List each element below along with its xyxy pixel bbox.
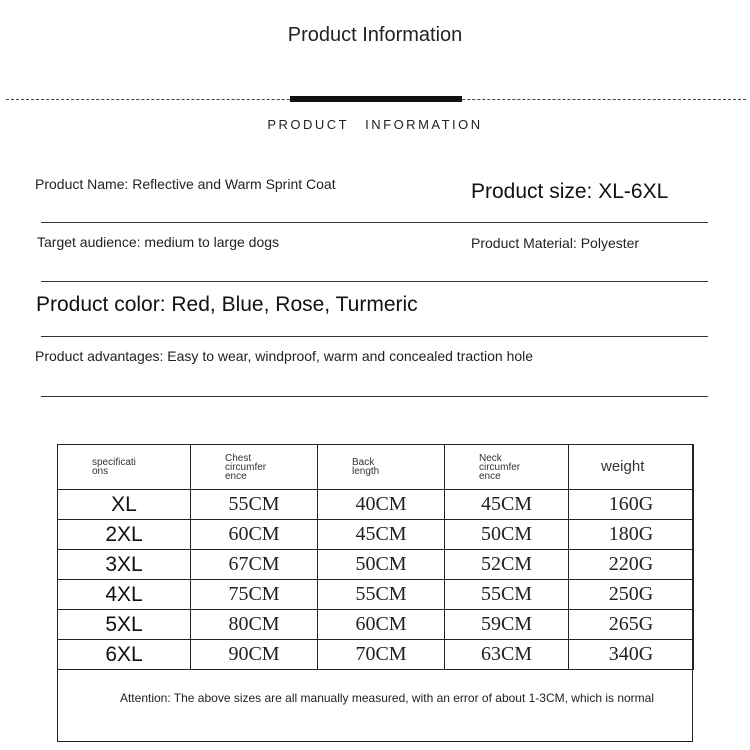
header-back-length: Back length — [318, 445, 445, 490]
table-row — [58, 580, 694, 610]
cell-neck: 55CM — [445, 580, 569, 610]
cell-size: 4XL — [58, 580, 191, 610]
table-row — [58, 640, 694, 670]
subtitle-word-1: PRODUCT — [267, 117, 350, 132]
measurement-note: Attention: The above sizes are all manually measured, with an error of about 1-3CM, which is normal — [119, 691, 655, 705]
cell-size: 3XL — [58, 550, 191, 580]
cell-neck: 45CM — [445, 490, 569, 520]
cell-weight: 160G — [569, 490, 694, 520]
table-row — [58, 610, 694, 640]
cell-back: 60CM — [318, 610, 445, 640]
product-material: Product Material: Polyester — [471, 235, 640, 251]
cell-neck: 50CM — [445, 520, 569, 550]
cell-weight: 250G — [569, 580, 694, 610]
cell-chest: 55CM — [191, 490, 318, 520]
cell-neck: 52CM — [445, 550, 569, 580]
header-weight: weight — [569, 445, 694, 490]
product-color: Product color: Red, Blue, Rose, Turmeric — [36, 293, 418, 316]
cell-size: 5XL — [58, 610, 191, 640]
page-title: Product Information — [287, 24, 463, 46]
measurement-note-box — [84, 676, 690, 720]
product-size: Product size: XL-6XL — [471, 180, 669, 203]
table-header-row — [58, 445, 694, 490]
info-divider-2 — [41, 281, 708, 282]
target-audience: Target audience: medium to large dogs — [37, 234, 280, 250]
cell-neck: 63CM — [445, 640, 569, 670]
cell-back: 45CM — [318, 520, 445, 550]
info-divider-1 — [41, 222, 708, 223]
product-advantages: Product advantages: Easy to wear, windproof, warm and concealed traction hole — [35, 348, 534, 364]
cell-chest: 60CM — [191, 520, 318, 550]
table-row — [58, 550, 694, 580]
cell-chest: 75CM — [191, 580, 318, 610]
cell-weight: 265G — [569, 610, 694, 640]
cell-neck: 59CM — [445, 610, 569, 640]
table-row — [58, 490, 694, 520]
info-divider-4 — [41, 396, 708, 397]
header-neck-circumference: Neck circumfer ence — [445, 445, 569, 490]
cell-back: 70CM — [318, 640, 445, 670]
cell-size: 6XL — [58, 640, 191, 670]
cell-back: 50CM — [318, 550, 445, 580]
cell-chest: 80CM — [191, 610, 318, 640]
size-table — [57, 444, 694, 670]
product-name: Product Name: Reflective and Warm Sprint Coat — [35, 176, 336, 192]
cell-chest: 90CM — [191, 640, 318, 670]
cell-chest: 67CM — [191, 550, 318, 580]
header-chest-circumference: Chest circumfer ence — [191, 445, 318, 490]
cell-weight: 180G — [569, 520, 694, 550]
cell-size: XL — [58, 490, 191, 520]
subtitle-word-2: INFORMATION — [365, 117, 483, 132]
cell-back: 40CM — [318, 490, 445, 520]
cell-weight: 340G — [569, 640, 694, 670]
table-row — [58, 520, 694, 550]
header-divider-accent — [290, 96, 462, 102]
info-divider-3 — [41, 336, 708, 337]
cell-weight: 220G — [569, 550, 694, 580]
cell-size: 2XL — [58, 520, 191, 550]
header-specifications: specificati ons — [58, 445, 191, 490]
cell-back: 55CM — [318, 580, 445, 610]
section-subtitle — [0, 117, 750, 132]
